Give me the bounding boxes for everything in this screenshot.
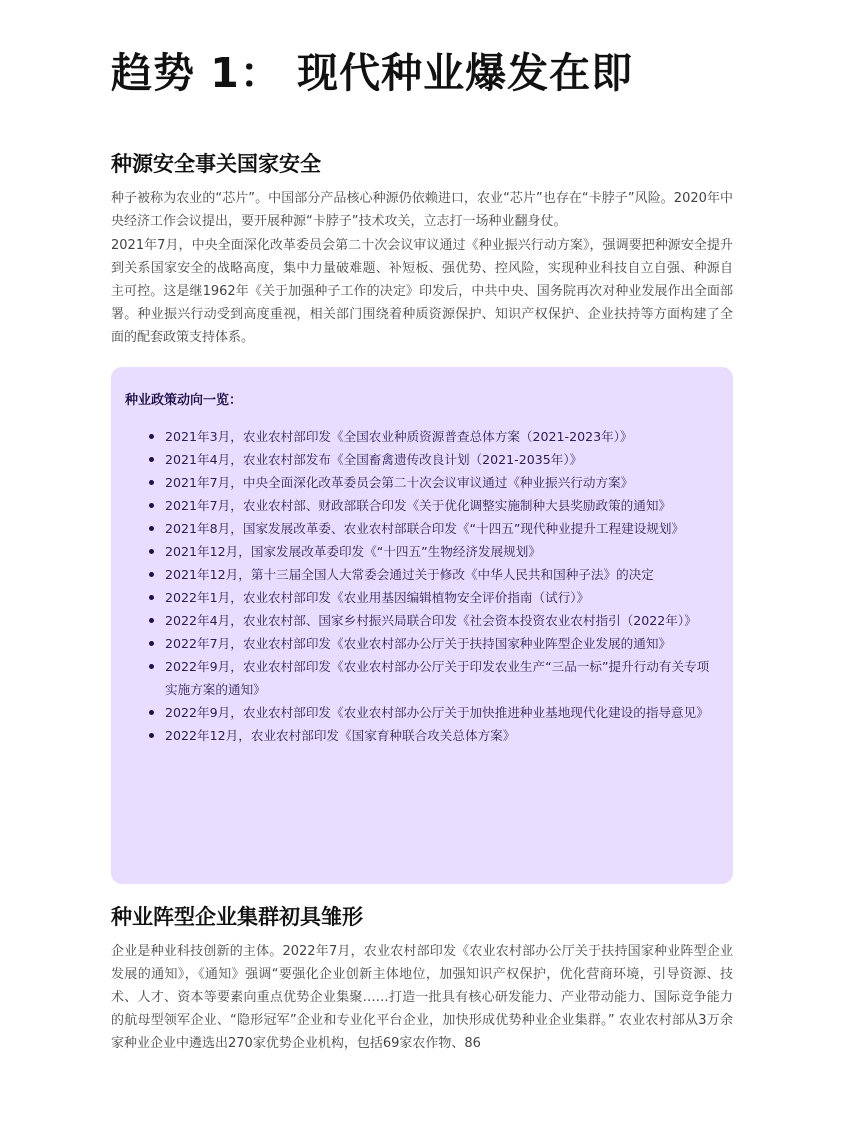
policy-item: 2021年8月，国家发展改革委、农业农村部联合印发《“十四五”现代种业提升工程建设规划》 bbox=[165, 517, 717, 540]
policy-item: 2022年9月，农业农村部印发《农业农村部办公厅关于印发农业生产“三品一标”提升行动有关专项实施方案的通知》 bbox=[165, 655, 717, 701]
policy-item: 2021年7月，农业农村部、财政部联合印发《关于优化调整实施制种大县奖励政策的通知》 bbox=[165, 494, 717, 517]
policy-item: 2021年3月，农业农村部印发《全国农业种质资源普查总体方案（2021-2023年）》 bbox=[165, 425, 717, 448]
policy-list bbox=[165, 425, 717, 747]
paragraph-seed-chip: 种子被称为农业的“芯片”。中国部分产品核心种源仍依赖进口，农业“芯片”也存在“卡脖子”风险。2020年中央经济工作会议提出，要开展种源“卡脖子”技术攻关，立志打一场种业翻身仗。 bbox=[111, 191, 733, 229]
policy-item: 2022年9月，农业农村部印发《农业农村部办公厅关于加快推进种业基地现代化建设的指导意见》 bbox=[165, 701, 717, 724]
page-title: 趋势 1： 现代种业爆发在即 bbox=[111, 49, 634, 97]
policy-item: 2022年4月，农业农村部、国家乡村振兴局联合印发《社会资本投资农业农村指引（2022年）》 bbox=[165, 609, 717, 632]
policy-item: 2022年12月，农业农村部印发《国家育种联合攻关总体方案》 bbox=[165, 724, 717, 747]
section-heading-enterprise-cluster: 种业阵型企业集群初具雏形 bbox=[111, 905, 363, 929]
policy-item: 2021年4月，农业农村部发布《全国畜禽遗传改良计划（2021-2035年）》 bbox=[165, 448, 717, 471]
policy-item: 2021年7月，中央全面深化改革委员会第二十次会议审议通过《种业振兴行动方案》 bbox=[165, 471, 717, 494]
policy-item: 2022年1月，农业农村部印发《农业用基因编辑植物安全评价指南（试行）》 bbox=[165, 586, 717, 609]
policy-item: 2021年12月，第十三届全国人大常委会通过关于修改《中华人民共和国种子法》的决定 bbox=[165, 563, 717, 586]
policy-item: 2022年7月，农业农村部印发《农业农村部办公厅关于扶持国家种业阵型企业发展的通知》 bbox=[165, 632, 717, 655]
callout-title: 种业政策动向一览： bbox=[125, 393, 243, 408]
policy-item: 2021年12月，国家发展改革委印发《“十四五”生物经济发展规划》 bbox=[165, 540, 717, 563]
paragraph-enterprise-innovation: 企业是种业科技创新的主体。2022年7月，农业农村部印发《农业农村部办公厅关于扶持国家种业阵型企业发展的通知》，《通知》强调“要强化企业创新主体地位，加强知识产权保护，优化营商环境，引导资源、技术、人才、资本等要素向重点优势企业集聚……打造一批具有核心研发能力、产业带动能力、国际竞争能力的航母型领军企业、“隐形冠军”企业和专业化平台企业，加快形成优势种业企业集群。” 农业农村部从3万余家种业企业中遴选出270家优势企业机构，包括69家农作物、86 bbox=[111, 944, 733, 1051]
section-heading-seed-security: 种源安全事关国家安全 bbox=[111, 152, 321, 176]
policy-callout-box bbox=[111, 367, 733, 884]
paragraph-revitalization-plan: 2021年7月，中央全面深化改革委员会第二十次会议审议通过《种业振兴行动方案》，强调要把种源安全提升到关系国家安全的战略高度，集中力量破难题、补短板、强优势、控风险，实现种业科技自立自强、种源自主可控。这是继1962年《关于加强种子工作的决定》印发后，中共中央、国务院再次对种业发展作出全面部署。种业振兴行动受到高度重视，相关部门围绕着种质资源保护、知识产权保护、企业扶持等方面构建了全面的配套政策支持体系。 bbox=[111, 238, 733, 345]
